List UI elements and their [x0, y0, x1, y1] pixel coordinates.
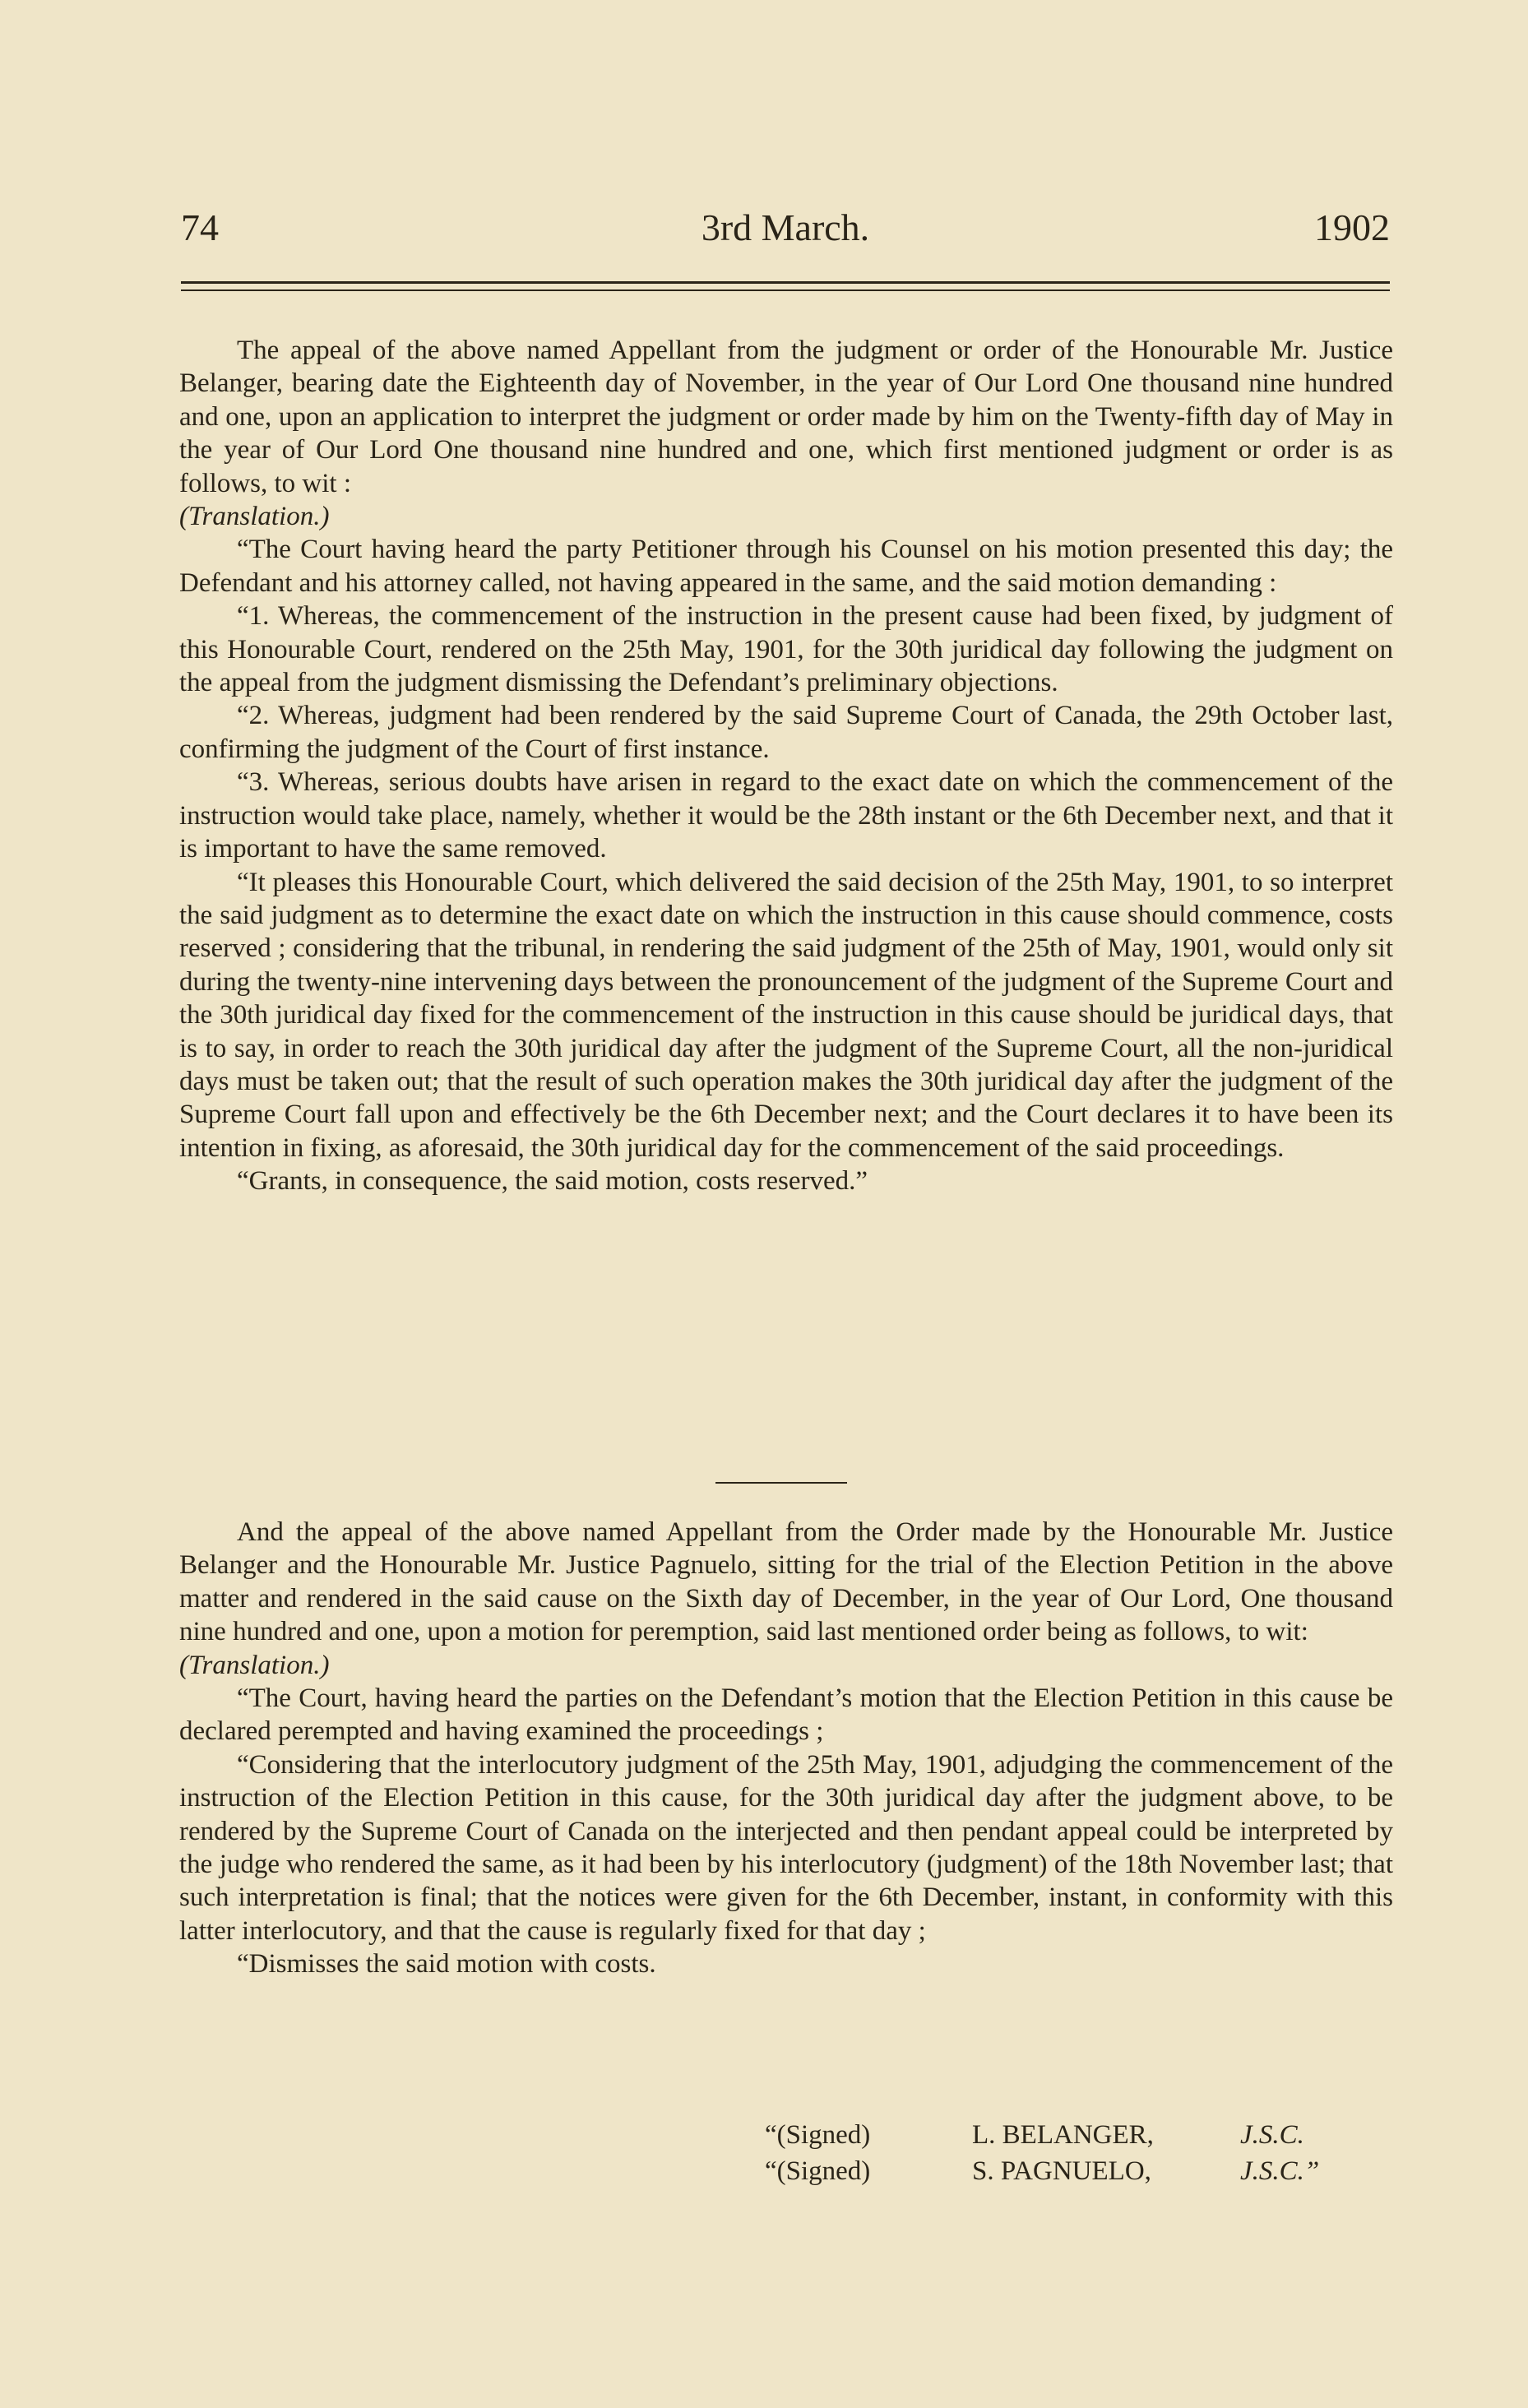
- signer-name: S. PAGNUELO,: [972, 2156, 1151, 2186]
- paragraph: “Grants, in consequence, the said motion, costs reserved.”: [237, 1166, 868, 1197]
- signer-title: J.S.C.”: [1240, 2156, 1320, 2186]
- section-second-appeal: [179, 1516, 1393, 1981]
- paragraph: “The Court, having heard the parties on the Defendant’s motion that the Election Petition in this cause be declared perempted and having examined the proceedings ;: [179, 1683, 1393, 1747]
- paragraph: “2. Whereas, judgment had been rendered by the said Supreme Court of Canada, the 29th October last, confirming the judgment of the Court of first instance.: [179, 701, 1393, 764]
- header-rule-thin: [181, 289, 1390, 291]
- signed-label: “(Signed): [765, 2156, 871, 2186]
- section-first-appeal: [179, 334, 1393, 1198]
- paragraph: “Dismisses the said motion with costs.: [237, 1949, 656, 1980]
- header-date: 3rd March.: [701, 206, 870, 248]
- paragraph: And the appeal of the above named Appellant from the Order made by the Honourable Mr. Justice Belanger and the Honourable Mr. Justice Pagnuelo, sitting for the trial of the Election Petition in the above matter and rendered in the said cause on the Sixth day of December, in the year of Our Lord, One thousand nine hundred and one, upon a motion for peremption, said last mentioned order being as follows, to wit:: [179, 1517, 1393, 1647]
- signer-name: L. BELANGER,: [972, 2120, 1154, 2150]
- signer-title: J.S.C.: [1240, 2120, 1304, 2150]
- header-year: 1902: [1314, 206, 1390, 248]
- translation-label: (Translation.): [179, 502, 330, 532]
- paragraph: “3. Whereas, serious doubts have arisen in regard to the exact date on which the commencement of the instruction would take place, namely, whether it would be the 28th instant or the 6th December next, and that it is important to have the same removed.: [179, 767, 1393, 864]
- paragraph: “1. Whereas, the commencement of the instruction in the present cause had been fixed, by judgment of this Honourable Court, rendered on the 25th May, 1901, for the 30th juridical day following the judgment on the appeal from the judgment dismissing the Defendant’s preliminary objections.: [179, 601, 1393, 698]
- page-header: [181, 206, 1390, 258]
- section-divider: [715, 1482, 847, 1484]
- paragraph: “Considering that the interlocutory judgment of the 25th May, 1901, adjudging the commencement of the instruction of the Election Petition in this cause, for the 30th juridical day after the judgment above, to be rendered by the Supreme Court of Canada on the interjected and then pendant appeal could be interpreted by the judge who rendered the same, as it had been by his interlocutory (judgment) of the 18th November last; that such interpretation is final; that the notices were given for the 6th December, instant, in conformity with this latter interlocutory, and that the cause is regularly fixed for that day ;: [179, 1749, 1393, 1946]
- page-number: 74: [181, 206, 219, 248]
- header-rule: [181, 281, 1390, 284]
- translation-label: (Translation.): [179, 1650, 330, 1680]
- paragraph: “The Court having heard the party Petitioner through his Counsel on his motion presented this day; the Defendant and his attorney called, not having appeared in the same, and the said motion demanding :: [179, 535, 1393, 598]
- paragraph: The appeal of the above named Appellant from the judgment or order of the Honourable Mr. Justice Belanger, bearing date the Eighteenth day of November, in the year of Our Lord One thousand nine hundred and one, upon an application to interpret the judgment or order made by him on the Twenty-fifth day of May in the year of Our Lord One thousand nine hundred and one, which first mentioned judgment or order is as follows, to wit :: [179, 336, 1393, 498]
- paragraph: “It pleases this Honourable Court, which delivered the said decision of the 25th May, 1901, to so interpret the said judgment as to determine the exact date on which the instruction in this cause should commence, costs reserved ; considering that the tribunal, in rendering the said judgment of the 25th of May, 1901, would only sit during the twenty-nine intervening days between the pronouncement of the judgment of the Supreme Court and the 30th juridical day fixed for the commencement of the instruction in this cause should be juridical days, that is to say, in order to reach the 30th juridical day after the judgment of the Supreme Court, all the non-juridical days must be taken out; that the result of such operation makes the 30th juridical day after the judgment of the Supreme Court fall upon and effectively be the 6th December next; and the Court declares it to have been its intention in fixing, as aforesaid, the 30th juridical day for the commencement of the said proceedings.: [179, 867, 1393, 1163]
- signed-label: “(Signed): [765, 2120, 871, 2150]
